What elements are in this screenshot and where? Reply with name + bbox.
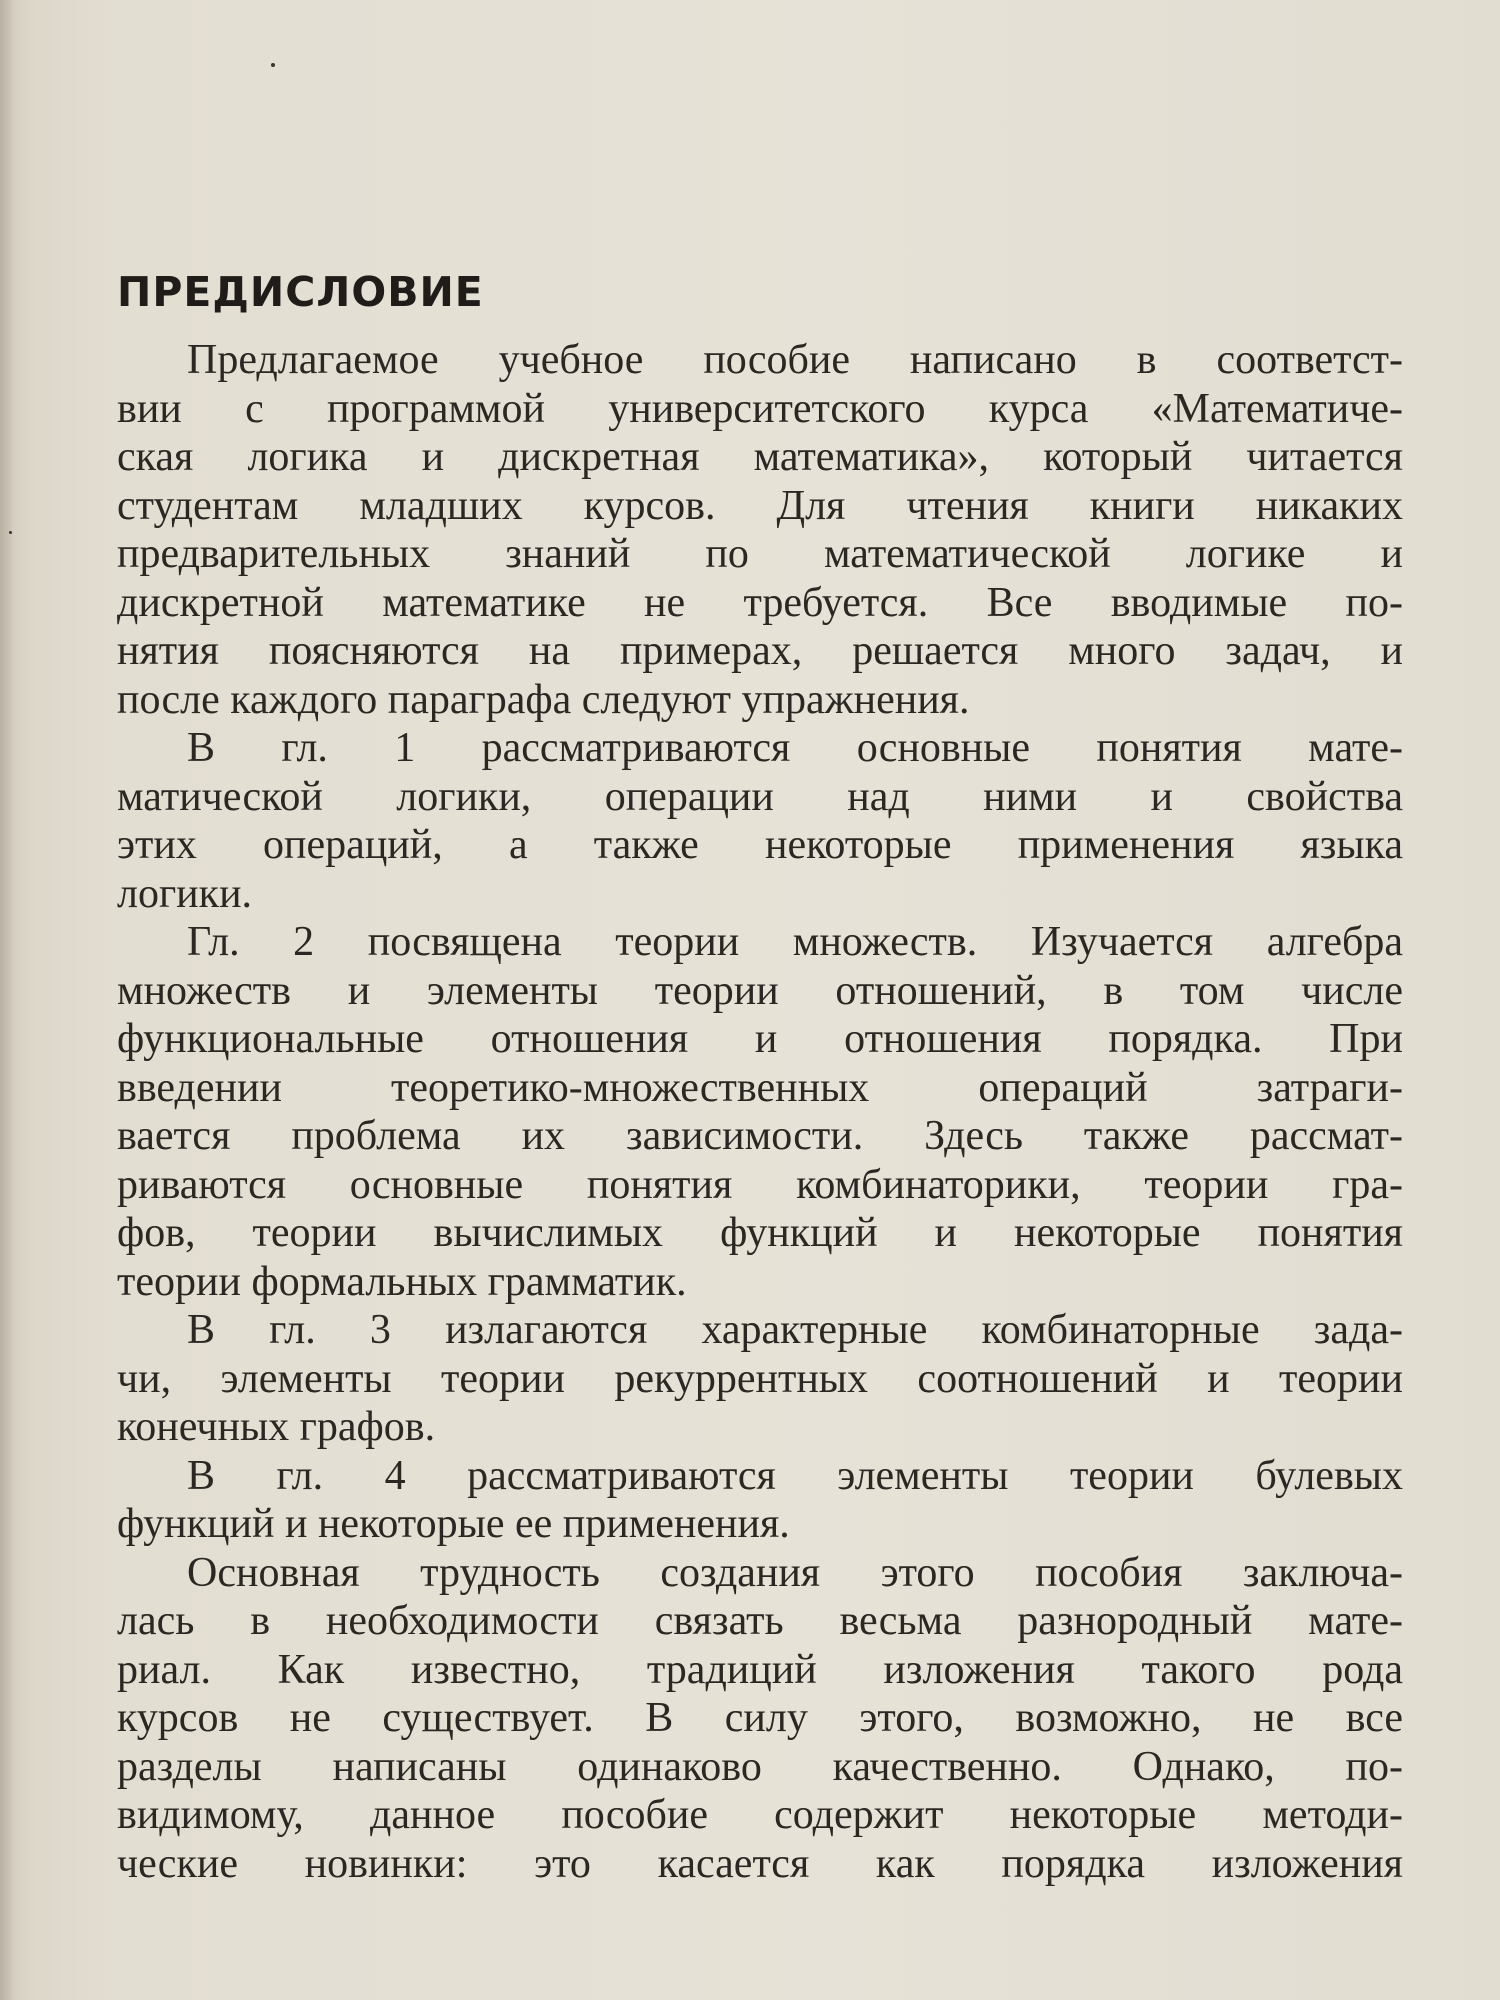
text-line: лась в необходимости связать весьма разнородный мате- — [117, 1598, 1403, 1644]
text-line: В гл. 4 рассматриваются элементы теории булевых — [187, 1452, 1403, 1499]
section-heading: ПРЕДИСЛОВИЕ — [117, 268, 484, 316]
text-line: нятия поясняются на примерах, решается много задач, и — [117, 628, 1403, 674]
text-line: матической логики, операции над ними и свойства — [117, 773, 1403, 820]
ink-speck — [9, 531, 12, 534]
text-line: курсов не существует. В силу этого, возможно, не все — [117, 1695, 1403, 1741]
text-line: логики. — [117, 870, 253, 917]
page-content — [117, 262, 1403, 1888]
text-line: конечных графов. — [117, 1404, 436, 1450]
text-line: В гл. 3 излагаются характерные комбинаторные зада- — [187, 1307, 1403, 1353]
text-line: ческие новинки: это касается как порядка изложения — [117, 1840, 1403, 1887]
ink-speck — [271, 63, 275, 67]
text-line: разделы написаны одинаково качественно. Однако, по- — [117, 1743, 1403, 1790]
text-line: ская логика и дискретная математика», который читается — [117, 434, 1403, 480]
text-line: чи, элементы теории рекуррентных соотношений и теории — [117, 1355, 1403, 1402]
text-line: предварительных знаний по математической логике и — [117, 531, 1403, 577]
text-line: после каждого параграфа следуют упражнения. — [117, 676, 970, 723]
text-line: риал. Как известно, традиций изложения такого рода — [117, 1646, 1403, 1693]
text-line: вается проблема их зависимости. Здесь также рассмат- — [117, 1113, 1403, 1159]
text-line: студентам младших курсов. Для чтения книги никаких — [117, 482, 1403, 529]
text-line: Гл. 2 посвящена теории множеств. Изучается алгебра — [187, 919, 1403, 965]
body-text — [117, 336, 1403, 1888]
text-line: фов, теории вычислимых функций и некоторые понятия — [117, 1210, 1403, 1256]
text-line: видимому, данное пособие содержит некоторые методи- — [117, 1792, 1403, 1838]
text-line: дискретной математике не требуется. Все вводимые по- — [117, 579, 1403, 626]
text-line: функциональные отношения и отношения порядка. При — [117, 1016, 1403, 1062]
text-line: теории формальных грамматик. — [117, 1258, 687, 1305]
text-line: Основная трудность создания этого пособия заключа- — [187, 1549, 1403, 1596]
text-line: этих операций, а также некоторые применения языка — [117, 822, 1403, 868]
text-line: вии с программой университетского курса «Математиче- — [117, 385, 1403, 432]
text-line: Предлагаемое учебное пособие написано в соответст- — [187, 337, 1403, 383]
text-line: функций и некоторые ее применения. — [117, 1501, 790, 1547]
text-line: риваются основные понятия комбинаторики, теории гра- — [117, 1161, 1403, 1208]
text-line: В гл. 1 рассматриваются основные понятия мате- — [187, 725, 1403, 771]
text-line: множеств и элементы теории отношений, в том числе — [117, 967, 1403, 1014]
text-line: введении теоретико-множественных операций затраги- — [117, 1064, 1403, 1111]
